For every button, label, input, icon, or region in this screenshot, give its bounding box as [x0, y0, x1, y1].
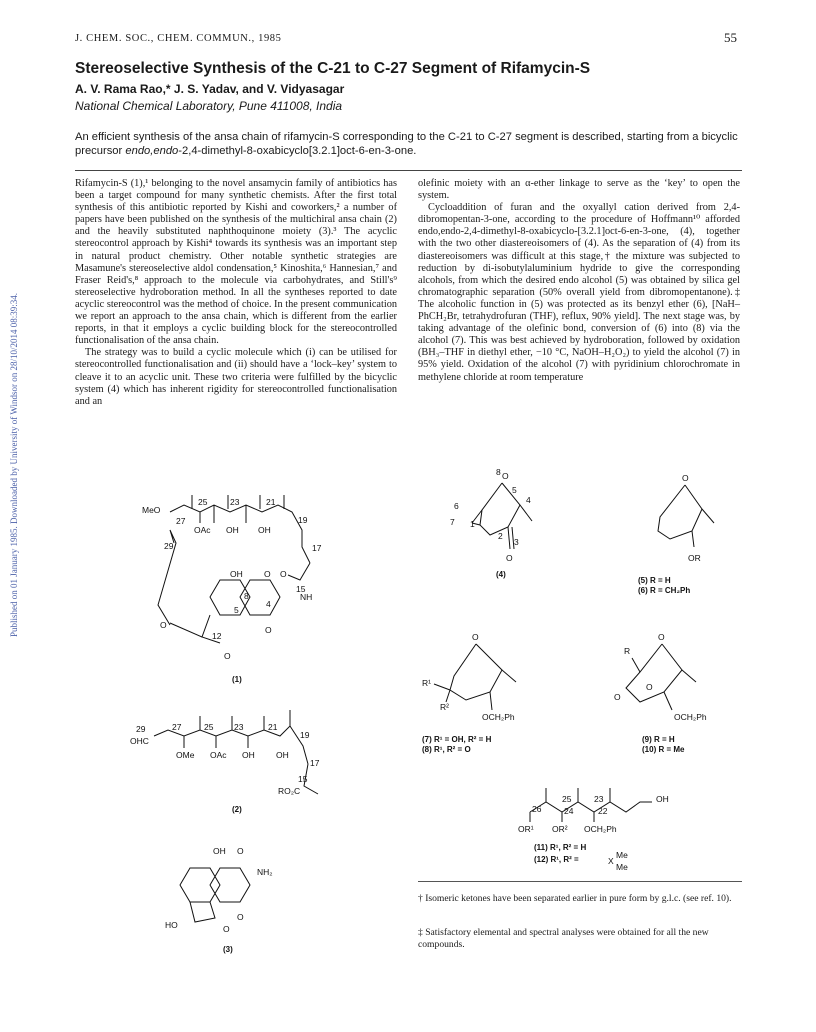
svg-text:O: O: [280, 569, 287, 579]
svg-text:25: 25: [562, 794, 572, 804]
svg-text:2: 2: [498, 531, 503, 541]
paragraph: The strategy was to build a cyclic molecule which (i) can be utilised for stereocontrolled functionalisation and (ii) should have a ‘lock–key’ system to cleave it to an acyclic unit. These two criteria were fulfilled by the bicyclic system (4) which has inherent rigidity for stereocontrolled functionalisation and an: [75, 347, 397, 407]
svg-text:OH: OH: [213, 846, 226, 856]
affiliation: National Chemical Laboratory, Pune 411008, India: [75, 99, 343, 113]
svg-text:(6) R = CH₂Ph: (6) R = CH₂Ph: [638, 586, 691, 595]
svg-text:17: 17: [312, 543, 322, 553]
download-watermark: Published on 01 January 1985. Downloaded by University of Windsor on 28/10/2014 08:39:34.: [9, 293, 19, 637]
svg-text:(1): (1): [232, 675, 242, 684]
svg-text:19: 19: [300, 730, 310, 740]
running-header: J. CHEM. SOC., CHEM. COMMUN., 1985: [75, 33, 282, 44]
svg-text:OH: OH: [656, 794, 669, 804]
svg-text:OH: OH: [226, 525, 239, 535]
svg-text:O: O: [682, 473, 689, 483]
svg-text:O: O: [160, 620, 167, 630]
svg-text:1: 1: [470, 519, 475, 529]
svg-text:5: 5: [512, 485, 517, 495]
svg-text:(12) R¹, R² =: (12) R¹, R² =: [534, 855, 579, 864]
svg-text:OR: OR: [688, 553, 701, 563]
svg-text:4: 4: [266, 599, 271, 609]
svg-text:OHC: OHC: [130, 736, 149, 746]
svg-text:Me: Me: [616, 862, 628, 872]
svg-text:OMe: OMe: [176, 750, 195, 760]
body-column-right: [418, 178, 740, 384]
svg-text:X: X: [608, 856, 614, 866]
svg-text:17: 17: [310, 758, 320, 768]
footnote-divider: [418, 881, 742, 882]
svg-text:O: O: [472, 632, 479, 642]
svg-text:O: O: [265, 625, 272, 635]
svg-text:OH: OH: [230, 569, 243, 579]
paragraph: olefinic moiety with an α-ether linkage to serve as the ‘key’ to open the system.: [418, 178, 740, 202]
svg-text:O: O: [502, 471, 509, 481]
svg-text:23: 23: [230, 497, 240, 507]
svg-text:5: 5: [234, 605, 239, 615]
svg-text:NH: NH: [300, 592, 313, 602]
svg-text:(7) R¹ = OH, R² = H: (7) R¹ = OH, R² = H: [422, 735, 492, 744]
svg-text:8: 8: [244, 591, 249, 601]
svg-text:(2): (2): [232, 805, 242, 814]
svg-text:OCH₂Ph: OCH₂Ph: [584, 824, 617, 834]
footnote: † Isomeric ketones have been separated earlier in pure form by g.l.c. (see ref. 10).: [418, 893, 732, 904]
svg-text:O: O: [237, 846, 244, 856]
svg-text:(5) R = H: (5) R = H: [638, 576, 671, 585]
svg-text:23: 23: [234, 722, 244, 732]
svg-text:(10) R = Me: (10) R = Me: [642, 745, 685, 754]
svg-text:HO: HO: [165, 920, 178, 930]
paragraph: Rifamycin-S (1),¹ belonging to the novel ansamycin family of antibiotics has been a target compound for many synthetic chemists. After the first total synthesis of this antibiotic reported by Kishi and coworkers,² a number of papers have been published on the synthesis of the multichiral ansa chain (2) and the heavily substituted naphthoquinone moiety (3).³ The acyclic stereocontrol approach by Kishi⁴ towards its synthesis was an important step in natural product chemistry. Other notable synthetic strategies are Masamune's stereoselective aldol condensation,⁵ Kinoshita,⁶ Hannesian,⁷ and Fraser Reid's,⁸ approach to the molecule via carbohydrates, and Still's⁹ stereoselective hydroboration method. In all the syntheses reported to date acyclic stereocontrol was the method of choice. In the present communication we report an approach to the ansa chain, which is different from the earlier reports, in that it employs a cyclic building block for the stereocontrolled functionalisation of the ansa chain.: [75, 178, 397, 347]
svg-text:(11) R¹, R² = H: (11) R¹, R² = H: [534, 843, 587, 852]
svg-text:27: 27: [172, 722, 182, 732]
svg-text:19: 19: [298, 515, 308, 525]
svg-text:22: 22: [598, 806, 608, 816]
svg-text:(9) R = H: (9) R = H: [642, 735, 675, 744]
svg-text:(4): (4): [496, 570, 506, 579]
svg-text:(8) R¹, R² = O: (8) R¹, R² = O: [422, 745, 471, 754]
svg-text:NH₂: NH₂: [257, 867, 273, 877]
structure-endo-alcohol: [630, 465, 740, 595]
svg-text:29: 29: [164, 541, 174, 551]
structure-naphthoquinone: [165, 840, 295, 955]
svg-text:O: O: [646, 682, 653, 692]
svg-text:25: 25: [198, 497, 208, 507]
structure-ansa-chain: [128, 696, 338, 816]
svg-text:RO₂C: RO₂C: [278, 786, 301, 796]
svg-text:7: 7: [450, 517, 455, 527]
svg-text:OCH₂Ph: OCH₂Ph: [674, 712, 707, 722]
svg-text:OAc: OAc: [210, 750, 227, 760]
svg-text:O: O: [237, 912, 244, 922]
svg-text:21: 21: [268, 722, 278, 732]
article-title: Stereoselective Synthesis of the C-21 to C-27 Segment of Rifamycin-S: [75, 60, 591, 77]
svg-text:12: 12: [212, 631, 222, 641]
author-list: A. V. Rama Rao,* J. S. Yadav, and V. Vidyasagar: [75, 82, 345, 96]
svg-text:O: O: [264, 569, 271, 579]
svg-text:R¹: R¹: [422, 678, 431, 688]
svg-text:O: O: [614, 692, 621, 702]
body-column-left: [75, 178, 397, 408]
structure-lactones: [610, 630, 740, 760]
abstract-divider: [75, 170, 742, 171]
svg-text:OR²: OR²: [552, 824, 568, 834]
structure-bicyclic-ketone: [450, 465, 560, 580]
svg-text:O: O: [658, 632, 665, 642]
svg-text:R: R: [624, 646, 631, 656]
svg-text:15: 15: [296, 584, 306, 594]
svg-text:R²: R²: [440, 702, 449, 712]
svg-text:23: 23: [594, 794, 604, 804]
svg-text:4: 4: [526, 495, 531, 505]
svg-text:OCH₂Ph: OCH₂Ph: [482, 712, 515, 722]
svg-text:O: O: [224, 651, 231, 661]
structure-hydroboration-products: [420, 630, 560, 760]
svg-text:OH: OH: [242, 750, 255, 760]
svg-text:6: 6: [454, 501, 459, 511]
svg-text:OH: OH: [276, 750, 289, 760]
svg-text:26: 26: [532, 804, 542, 814]
page-number: 55: [724, 30, 737, 45]
svg-text:15: 15: [298, 774, 308, 784]
svg-text:21: 21: [266, 497, 276, 507]
svg-text:OAc: OAc: [194, 525, 211, 535]
svg-text:MeO: MeO: [142, 505, 161, 515]
svg-text:OH: OH: [258, 525, 271, 535]
svg-text:29: 29: [136, 724, 146, 734]
svg-text:3: 3: [514, 537, 519, 547]
paragraph: Cycloaddition of furan and the oxyallyl cation derived from 2,4-dibromopentan-3-one, according to the procedure of Hoffmann¹⁰ afforded endo,endo-2,4-dimethyl-8-oxabicyclo-[3.2.1]oct-6-en-3-one, (4), together with the two other diastereoisomers of (4). As the separation of (4) from its diastereoisomers was difficult at this stage,† the mixture was subjected to reduction by di-isobutylaluminium hydride to give the corresponding alcohols, from which the desired endo alcohol (5) was obtained by silica gel chromatographic separation (50% overall yield from dibromopentanone).‡ The alcoholic function in (5) was protected as its benzyl ether (6), [NaH–PhCH₂Br, tetrahydrofuran (THF), reflux, 90% yield]. The next stage was, by taking advantage of the olefinic bond, conversion of (6) into (8) via the alcohol (7). This was best achieved by hydroboration, followed by oxidation (BH₃–THF in diethyl ether, −10 °C, NaOH–H₂O₂) to yield the alcohol (7) in 95% yield. Oxidation of the alcohol (7) with pyridinium chlorochromate in methylene chloride at room temperature: [418, 202, 740, 383]
structure-rifamycin-s: [140, 485, 340, 685]
abstract: An efficient synthesis of the ansa chain of rifamycin-S corresponding to the C-21 to C-27 segment is described, starting from a bicyclic precursor endo,endo-2,4-dimethyl-8-oxabicyclo[3.2.1]oct-6-en-3-one.: [75, 131, 738, 157]
svg-text:Me: Me: [616, 850, 628, 860]
structure-acyclic-segment: [510, 780, 690, 875]
svg-text:O: O: [223, 924, 230, 934]
footnote: ‡ Satisfactory elemental and spectral analyses were obtained for all the new compounds.: [418, 927, 709, 950]
svg-text:25: 25: [204, 722, 214, 732]
svg-text:27: 27: [176, 516, 186, 526]
svg-text:24: 24: [564, 806, 574, 816]
svg-text:8: 8: [496, 467, 501, 477]
svg-text:(3): (3): [223, 945, 233, 954]
svg-text:O: O: [506, 553, 513, 563]
svg-text:OR¹: OR¹: [518, 824, 534, 834]
